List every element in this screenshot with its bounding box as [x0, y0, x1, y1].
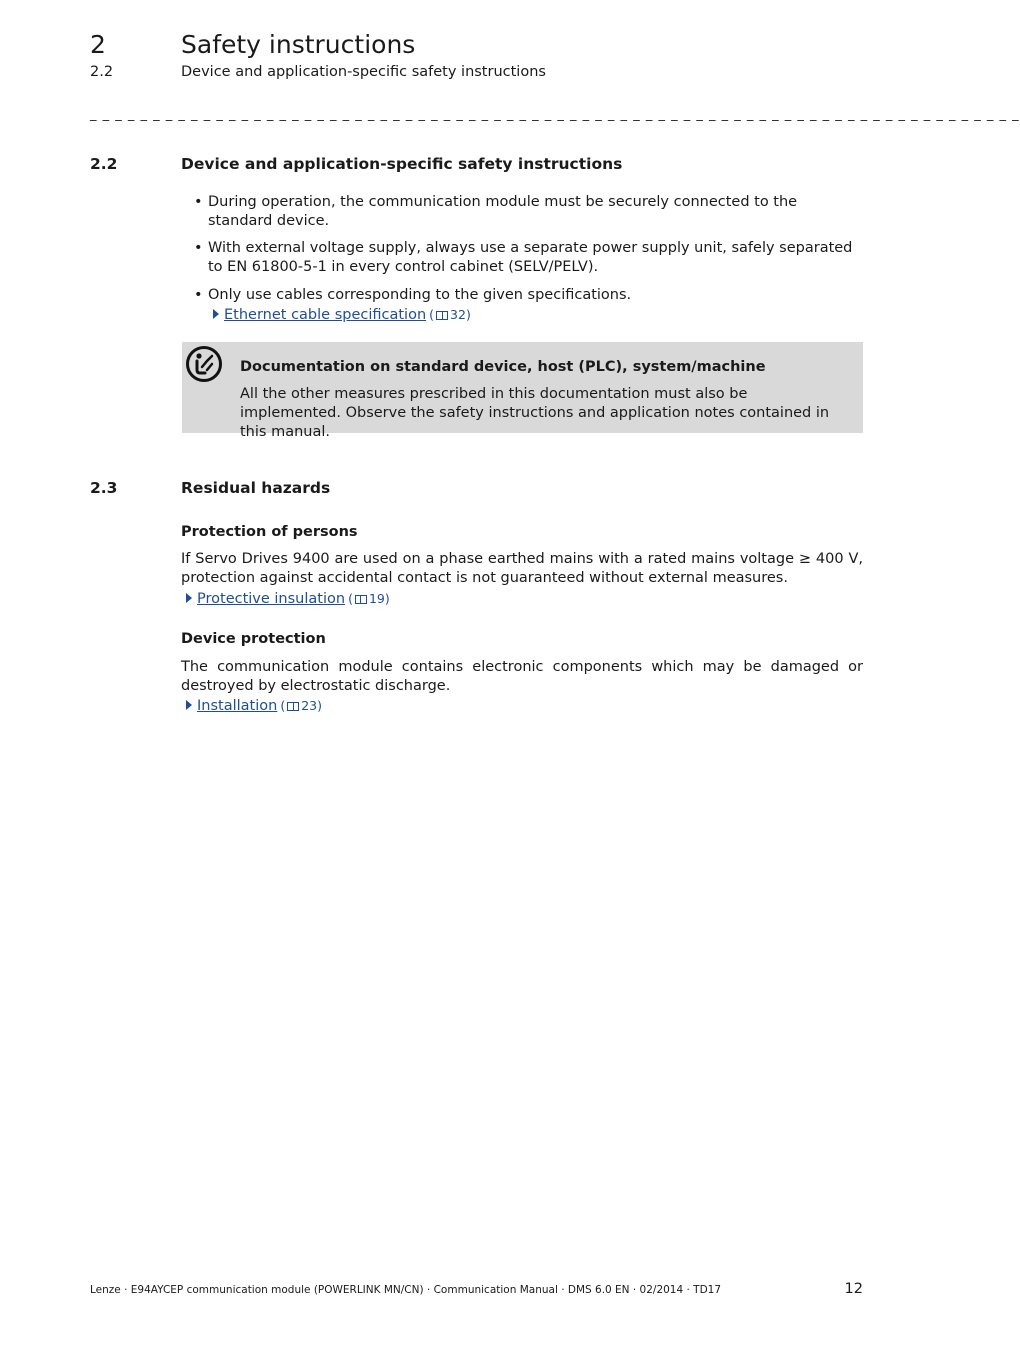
ethernet-cable-link-row[interactable]	[213, 305, 471, 325]
book-icon	[355, 595, 367, 604]
protective-insulation-link-row[interactable]	[186, 589, 390, 609]
bullet-item: Only use cables corresponding to the given specifications.	[208, 287, 632, 303]
section-2-3-number: 2.3	[90, 479, 118, 497]
note-text: All the other measures prescribed in this documentation must also be implemented. Observe the safety instructions and application notes contained in this manual.	[240, 386, 830, 440]
page-number: 12	[844, 1281, 863, 1297]
arrow-right-icon	[186, 593, 192, 603]
bullet-marker: •	[194, 194, 203, 210]
header-section-number: 2.2	[90, 64, 114, 80]
page-reference[interactable]: ( 32)	[429, 307, 471, 322]
bullet-item: With external voltage supply, always use a separate power supply unit, safely separated to EN 61800-5-1 in every control cabinet (SELV/PELV).	[208, 240, 853, 275]
section-2-3-title: Residual hazards	[181, 479, 331, 497]
device-protection-heading: Device protection	[181, 631, 326, 647]
installation-link[interactable]: Installation	[197, 698, 278, 714]
protection-of-persons-text: If Servo Drives 9400 are used on a phase earthed mains with a rated mains voltage ≥ 400 V, protection against accidental contact is not guaranteed without external measures.	[181, 551, 863, 586]
bullet-marker: •	[194, 240, 203, 256]
bullet-marker: •	[194, 287, 203, 303]
page-reference[interactable]: ( 23)	[280, 698, 322, 713]
book-icon	[436, 311, 448, 320]
footer-text: Lenze · E94AYCEP communication module (POWERLINK MN/CN) · Communication Manual · DMS 6.0 EN · 02/2014 · TD17	[90, 1284, 722, 1296]
header-separator: _ _ _ _ _ _ _ _ _ _ _ _ _ _ _ _ _ _ _ _ _ _ _ _ _ _ _ _ _ _ _ _ _ _ _ _ _ _ _ _ _ _ _ _ _ _ _ _ _ _ _ _ _ _ _ _ _ _ _ _ _ _ _ _ _ _ _ _ _ _ _ _ _ _	[90, 107, 1020, 122]
protective-insulation-link[interactable]: Protective insulation	[197, 591, 346, 607]
protection-of-persons-heading: Protection of persons	[181, 524, 358, 540]
section-2-2-title: Device and application-specific safety instructions	[181, 155, 623, 173]
bullet-item: During operation, the communication module must be securely connected to the standard device.	[208, 194, 798, 229]
page-reference[interactable]: ( 19)	[348, 591, 390, 606]
book-icon	[287, 702, 299, 711]
chapter-number: 2	[90, 30, 106, 59]
ethernet-cable-link[interactable]: Ethernet cable specification	[224, 307, 427, 323]
documentation-note-icon	[185, 345, 223, 383]
device-protection-text: The communication module contains electronic components which may be damaged or destroyed by electrostatic discharge.	[181, 659, 863, 694]
header-section-title: Device and application-specific safety instructions	[181, 64, 546, 80]
section-2-2-number: 2.2	[90, 155, 118, 173]
installation-link-row[interactable]	[186, 696, 322, 716]
chapter-title: Safety instructions	[181, 30, 416, 59]
arrow-right-icon	[213, 309, 219, 319]
arrow-right-icon	[186, 700, 192, 710]
note-title: Documentation on standard device, host (PLC), system/machine	[240, 359, 766, 375]
